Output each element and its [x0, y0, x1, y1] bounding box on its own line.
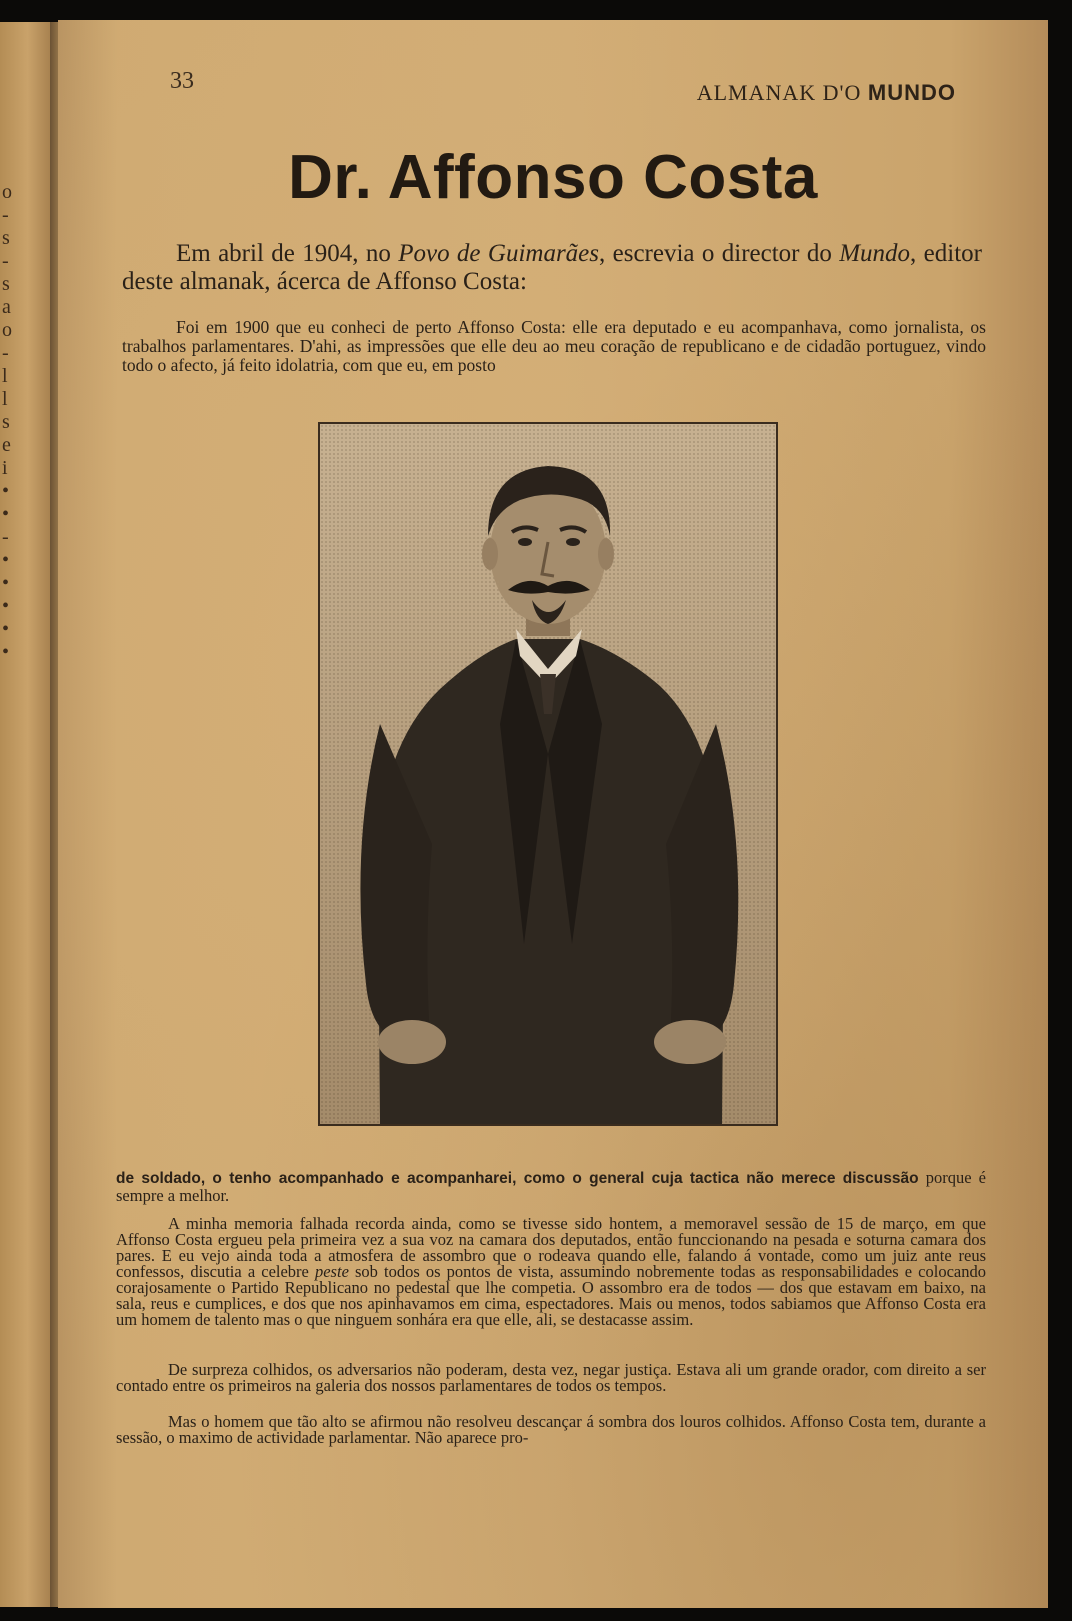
- running-head: [697, 80, 956, 106]
- adjacent-page-fragment: -: [2, 204, 9, 226]
- adjacent-page-fragment: s: [2, 411, 10, 433]
- adjacent-page-fragment: •: [2, 480, 10, 502]
- adjacent-page-fragment: s: [2, 273, 10, 295]
- adjacent-page-edge: [0, 22, 50, 1607]
- portrait-illustration: [320, 424, 776, 1124]
- almanac-page: [58, 20, 1048, 1608]
- quote-continuation: de soldado, o tenho acompanhado e acompanharei, como o general cuja tactica não merece discussão porque é sempre a melhor.: [116, 1168, 986, 1205]
- adjacent-page-fragment: •: [2, 572, 10, 594]
- adjacent-page-fragment: o: [2, 319, 12, 341]
- adjacent-page-fragment: •: [2, 618, 10, 640]
- article-intro: Em abril de 1904, no Povo de Guimarães, escrevia o director do Mundo, editor deste almanak, ácerca de Affonso Costa:: [122, 240, 982, 295]
- running-head-prefix: ALMANAK D'O: [696, 80, 862, 105]
- portrait-photo: [318, 422, 778, 1126]
- source-name: Povo de Guimarães: [398, 240, 600, 267]
- page-number: 33: [170, 68, 194, 94]
- newspaper-name: Mundo: [839, 240, 911, 267]
- adjacent-page-fragment: i: [2, 457, 8, 479]
- adjacent-page-fragment: -: [2, 526, 9, 548]
- paragraph-activity: Mas o homem que tão alto se afirmou não resolveu descançar á sombra dos louros colhidos. Affonso Costa tem, durante a sessão, o maximo de actividade parlamentar. Não aparece pro-: [116, 1412, 986, 1447]
- adjacent-page-fragment: a: [2, 296, 11, 318]
- adjacent-page-fragment: l: [2, 388, 8, 410]
- running-head-title: MUNDO: [867, 80, 956, 105]
- adjacent-page-fragment: •: [2, 503, 10, 525]
- adjacent-page-fragment: -: [2, 342, 9, 364]
- adjacent-page-fragment: •: [2, 595, 10, 617]
- adjacent-page-fragment: •: [2, 641, 10, 663]
- adjacent-page-fragment: •: [2, 549, 10, 571]
- italic-term: peste: [314, 1262, 349, 1281]
- paragraph-memory: A minha memoria falhada recorda ainda, como se tivesse sido hontem, a memoravel sessão de 15 de março, em que Affonso Costa ergueu pela primeira vez a sua voz na camara dos deputados, então funccionando na pesada e soturna camara dos pares. E eu vejo ainda toda a atmosfera de assombro que o rodeava quando elle, falando á vontade, como um juiz ante reus confessos, discutia a celebre peste sob todos os pontos de vista, assumindo nobremente todas as responsabilidades e colocando corajosamente o Partido Republicano no pedestal que lhe competia. O assombro era de todos — dos que estavam em baixo, na sala, reus e cumplices, e dos que nos apinhavamos em cima, espectadores. Mais ou menos, todos sabiamos que Affonso Costa era um homem de talento mas o que ninguem sonhára era que elle, ali, se destacasse assim.: [116, 1214, 986, 1329]
- adjacent-page-fragment: -: [2, 250, 9, 272]
- adjacent-page-fragment: o: [2, 181, 12, 203]
- adjacent-page-fragment: e: [2, 434, 11, 456]
- adjacent-page-fragment: l: [2, 365, 8, 387]
- article-title: Dr. Affonso Costa: [288, 143, 818, 212]
- paragraph-surprise: De surpreza colhidos, os adversarios não poderam, desta vez, negar justiça. Estava ali um grande orador, com direito a ser contado entre os primeiros na galeria dos nossos parlamentares de todos os tempos.: [116, 1360, 986, 1395]
- adjacent-page-fragment: s: [2, 227, 10, 249]
- quote-opening: Foi em 1900 que eu conheci de perto Affonso Costa: elle era deputado e eu acompanhava, como jornalista, os trabalhos parlamentares. D'ahi, as impressões que elle deu ao meu coração de republicano e de cidadão portuguez, vindo todo o afecto, já feito idolatria, com que eu, em posto: [122, 317, 986, 375]
